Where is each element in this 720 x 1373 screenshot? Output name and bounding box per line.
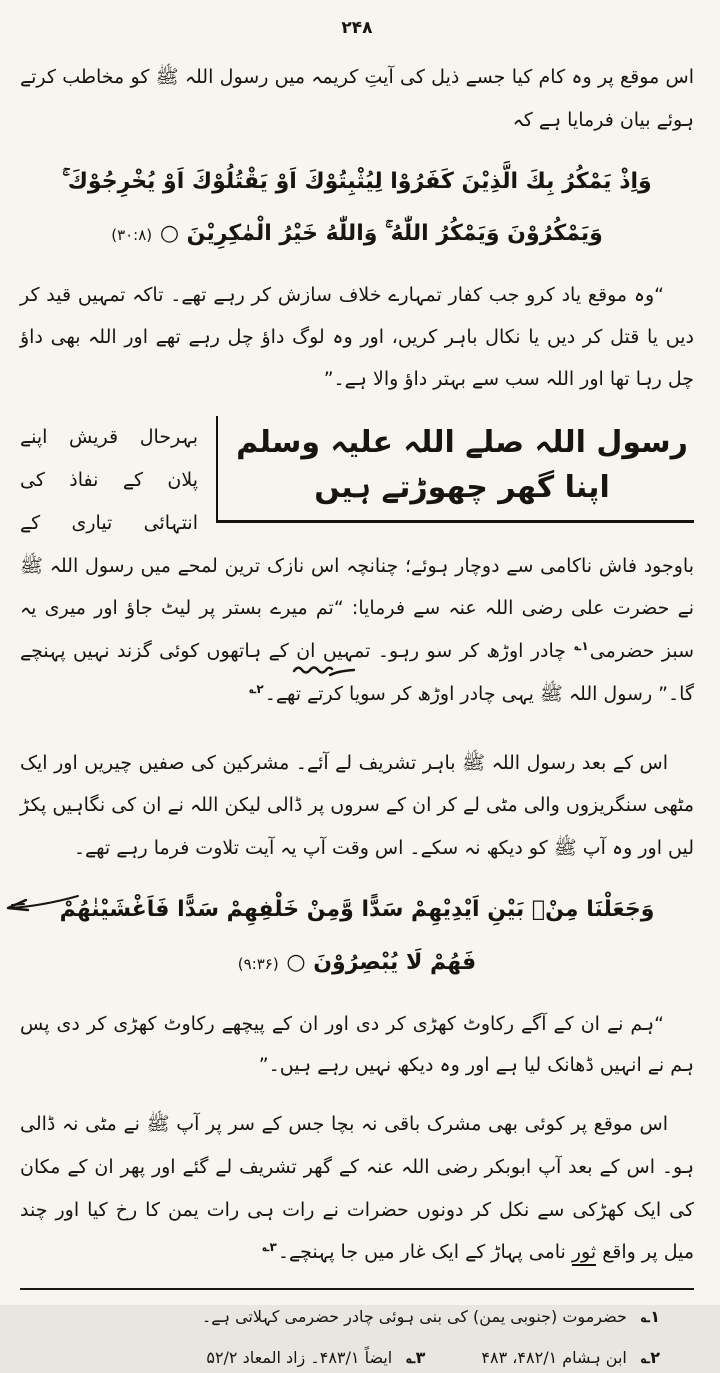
footnote-1-marker: ۱؎ — [640, 1307, 660, 1327]
quran-verse-anfal — [20, 156, 694, 262]
footnote-1-text: حضرموت (جنوبی یمن) کی بنی ہوئی چادر حضرمی کہلاتی ہے۔ — [201, 1307, 627, 1327]
verse-yasin-reference: (۹:۳۶) — [237, 954, 279, 973]
footnotes-block — [20, 1288, 694, 1373]
section-body-a: بہرحال قریش اپنے پلان کے نفاذ کی انتہائی تیاری کے باوجود فاش ناکامی سے دوچار ہوئے؛ چنانچہ اس نازک ترین لمحے میں رسول اللہ ﷺ نے حضرت علی رضی اللہ عنہ سے فرمایا: “تم میرے بستر پر لیٹ جاؤ اور میری یہ سبز حضرمی — [20, 426, 694, 663]
translation-yasin: “ہم نے ان کے آگے رکاوٹ کھڑی کر دی اور ان کے پیچھے رکاوٹ کھڑی کر دی پس ہم نے انہیں ڈھانک لیا ہے اور وہ دیکھ نہیں رہے ہیں۔” — [20, 1012, 694, 1077]
intro-paragraph: اس موقع پر وہ کام کیا جسے ذیل کی آیتِ کریمہ میں رسول اللہ ﷺ کو مخاطب کرتے ہوئے بیان فرمایا ہے کہ — [20, 66, 694, 131]
underlined-word-thaur: ثور — [572, 1241, 596, 1266]
paragraph-prophet-exit: اس کے بعد رسول اللہ ﷺ باہر تشریف لے آئے۔ مشرکین کی صفیں چیریں اور ایک مٹھی سنگریزوں والی مٹی لے کر ان کے سروں پر ڈالی لیکن اللہ نے ان کی نگاہیں پکڑ لیں اور وہ آپ ﷺ کو دیکھ نہ سکے۔ اس وقت آپ یہ آیت تلاوت فرما رہے تھے۔ — [20, 751, 694, 860]
footnote-2-text: ابن ہشام ۴۸۲/۱، ۴۸۳ — [481, 1347, 627, 1367]
verse-anfal-reference: (۳۰:۸) — [111, 226, 153, 245]
paragraph-escape — [20, 1103, 694, 1274]
translation-anfal: “وہ موقع یاد کرو جب کفار تمہارے خلاف سازش کر رہے تھے۔ تاکہ تمہیں قید کر دیں یا قتل کر دیں یا نکال باہر کریں، اور وہ لوگ داؤ چل رہے تھے اور اللہ بھی داؤ چل رہا تھا اور اللہ سب سے بہتر داؤ والا ہے۔” — [20, 284, 694, 390]
footnote-marker-3: ۳؎ — [262, 1240, 277, 1255]
footnote-1 — [30, 1302, 660, 1332]
escape-body-b: نامی پہاڑ کے ایک غار میں جا پہنچے۔ — [277, 1241, 572, 1264]
section-prophet-leaves-home — [20, 416, 694, 729]
verse-yasin-arabic: وَجَعَلْنَا مِنْۢ بَيْنِ اَيْدِيْهِمْ سَدًّا وَّمِنْ خَلْفِهِمْ سَدًّا فَاَغْشَيْنٰهُمْ فَهُمْ لَا يُبْصِرُوْنَ ○ — [59, 896, 655, 975]
footnote-marker-2: ۲؎ — [249, 681, 264, 696]
section-body-b: چادر اوڑھ کر سو رہو۔ تمہیں ان کے ہاتھوں کوئی گزند نہیں پہنچے گا۔” رسول اللہ ﷺ یہی چادر اوڑھ کر سویا کرتے تھے۔ — [20, 640, 694, 705]
escape-body-a: اس موقع پر کوئی بھی مشرک باقی نہ بچا جس کے سر پر آپ ﷺ نے مٹی نہ ڈالی ہو۔ اس کے بعد آپ ابوبکر رضی اللہ عنہ کے گھر تشریف لے گئے اور پھر ان کے مکان کی ایک کھڑکی سے نکل کر دونوں حضرات نے رات ہی رات یمن کا رخ کیا اور چند میل پر واقع — [20, 1113, 694, 1264]
footnote-marker-1: ۱؎ — [574, 638, 589, 653]
footnote-3-text: ایضاً ۴۸۳/۱۔ زاد المعاد ۵۲/۲ — [206, 1347, 393, 1367]
page-number: ۲۴۸ — [341, 18, 373, 38]
footnote-2-marker: ۲؎ — [640, 1347, 660, 1367]
section-heading: رسول اللہ صلے اللہ علیہ وسلم اپنا گھر چھوڑتے ہیں — [216, 416, 694, 523]
footnote-2-3 — [30, 1343, 660, 1373]
verse-anfal-arabic: وَاِذْ يَمْكُرُ بِكَ الَّذِيْنَ كَفَرُوْا لِيُثْبِتُوْكَ اَوْ يَقْتُلُوْكَ اَوْ يُخْرِجُوْكَ ۚ وَيَمْكُرُوْنَ وَيَمْكُرُ اللّٰهُ ۚ وَاللّٰهُ خَيْرُ الْمٰكِرِيْنَ ○ — [62, 168, 652, 247]
footnote-3-marker: ۳؎ — [406, 1347, 426, 1367]
quran-verse-yasin — [20, 884, 694, 990]
